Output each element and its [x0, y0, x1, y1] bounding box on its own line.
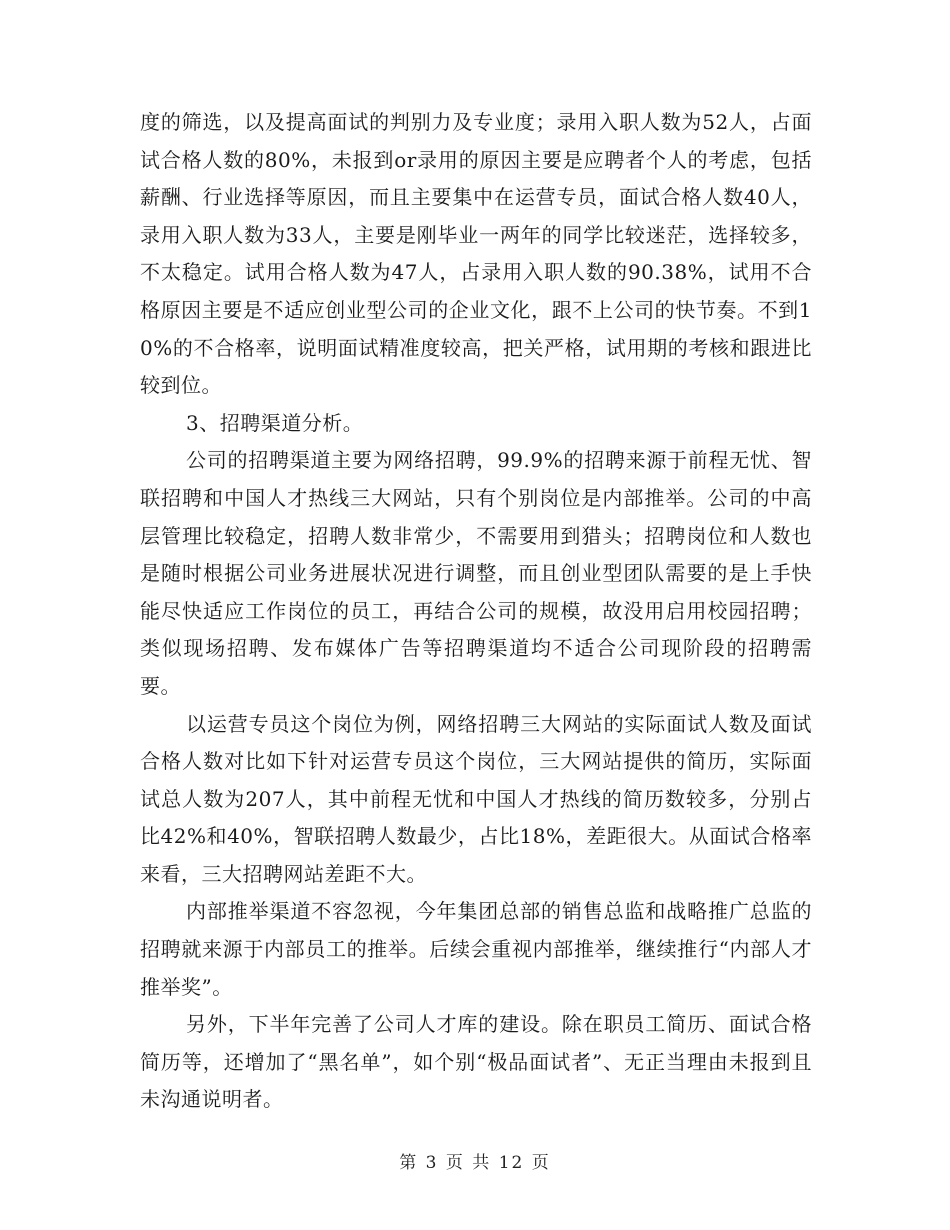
section-heading-recruitment-channels: 3、招聘渠道分析。 [186, 410, 364, 435]
page-number-footer: 第 3 页 共 12 页 [399, 1153, 551, 1173]
paragraph-recruitment-results: 度的筛选，以及提高面试的判别力及专业度；录用入职人数为52人，占面试合格人数的80%，未报到or录用的原因主要是应聘者个人的考虑，包括薪酬、行业选择等原因，而且主要集中在运营专员，面试合格人数40人，录用入职人数为33人，主要是刚毕业一两年的同学比较迷茫，选择较多，不太稳定。试用合格人数为47人，占录用入职人数的90.38%，试用不合格原因主要是不适应创业型公司的企业文化，跟不上公司的快节奏。不到10%的不合格率，说明面试精准度较高，把关严格，试用期的考核和跟进比较到位。 [140, 110, 812, 398]
paragraph-operations-specialist-example: 以运营专员这个岗位为例，网络招聘三大网站的实际面试人数及面试合格人数对比如下针对运营专员这个岗位，三大网站提供的简历，实际面试总人数为207人，其中前程无忧和中国人才热线的简历数较多，分别占比42%和40%，智联招聘人数最少，占比18%，差距很大。从面试合格率来看，三大招聘网站差距不大。 [140, 711, 812, 886]
document-body [140, 104, 812, 1119]
paragraph-internal-referral: 内部推举渠道不容忽视，今年集团总部的销售总监和战略推广总监的招聘就来源于内部员工的推举。后续会重视内部推举，继续推行“内部人才推举奖”。 [140, 899, 812, 999]
paragraph-channel-overview: 公司的招聘渠道主要为网络招聘，99.9%的招聘来源于前程无忧、智联招聘和中国人才热线三大网站，只有个别岗位是内部推举。公司的中高层管理比较稳定，招聘人数非常少，不需要用到猎头；招聘岗位和人数也是随时根据公司业务进展状况进行调整，而且创业型团队需要的是上手快能尽快适应工作岗位的员工，再结合公司的规模，故没用启用校园招聘；类似现场招聘、发布媒体广告等招聘渠道均不适合公司现阶段的招聘需要。 [140, 448, 812, 698]
paragraph-talent-pool: 另外，下半年完善了公司人才库的建设。除在职员工简历、面试合格简历等，还增加了“黑名单”，如个别“极品面试者”、无正当理由未报到且未沟通说明者。 [140, 1012, 812, 1112]
